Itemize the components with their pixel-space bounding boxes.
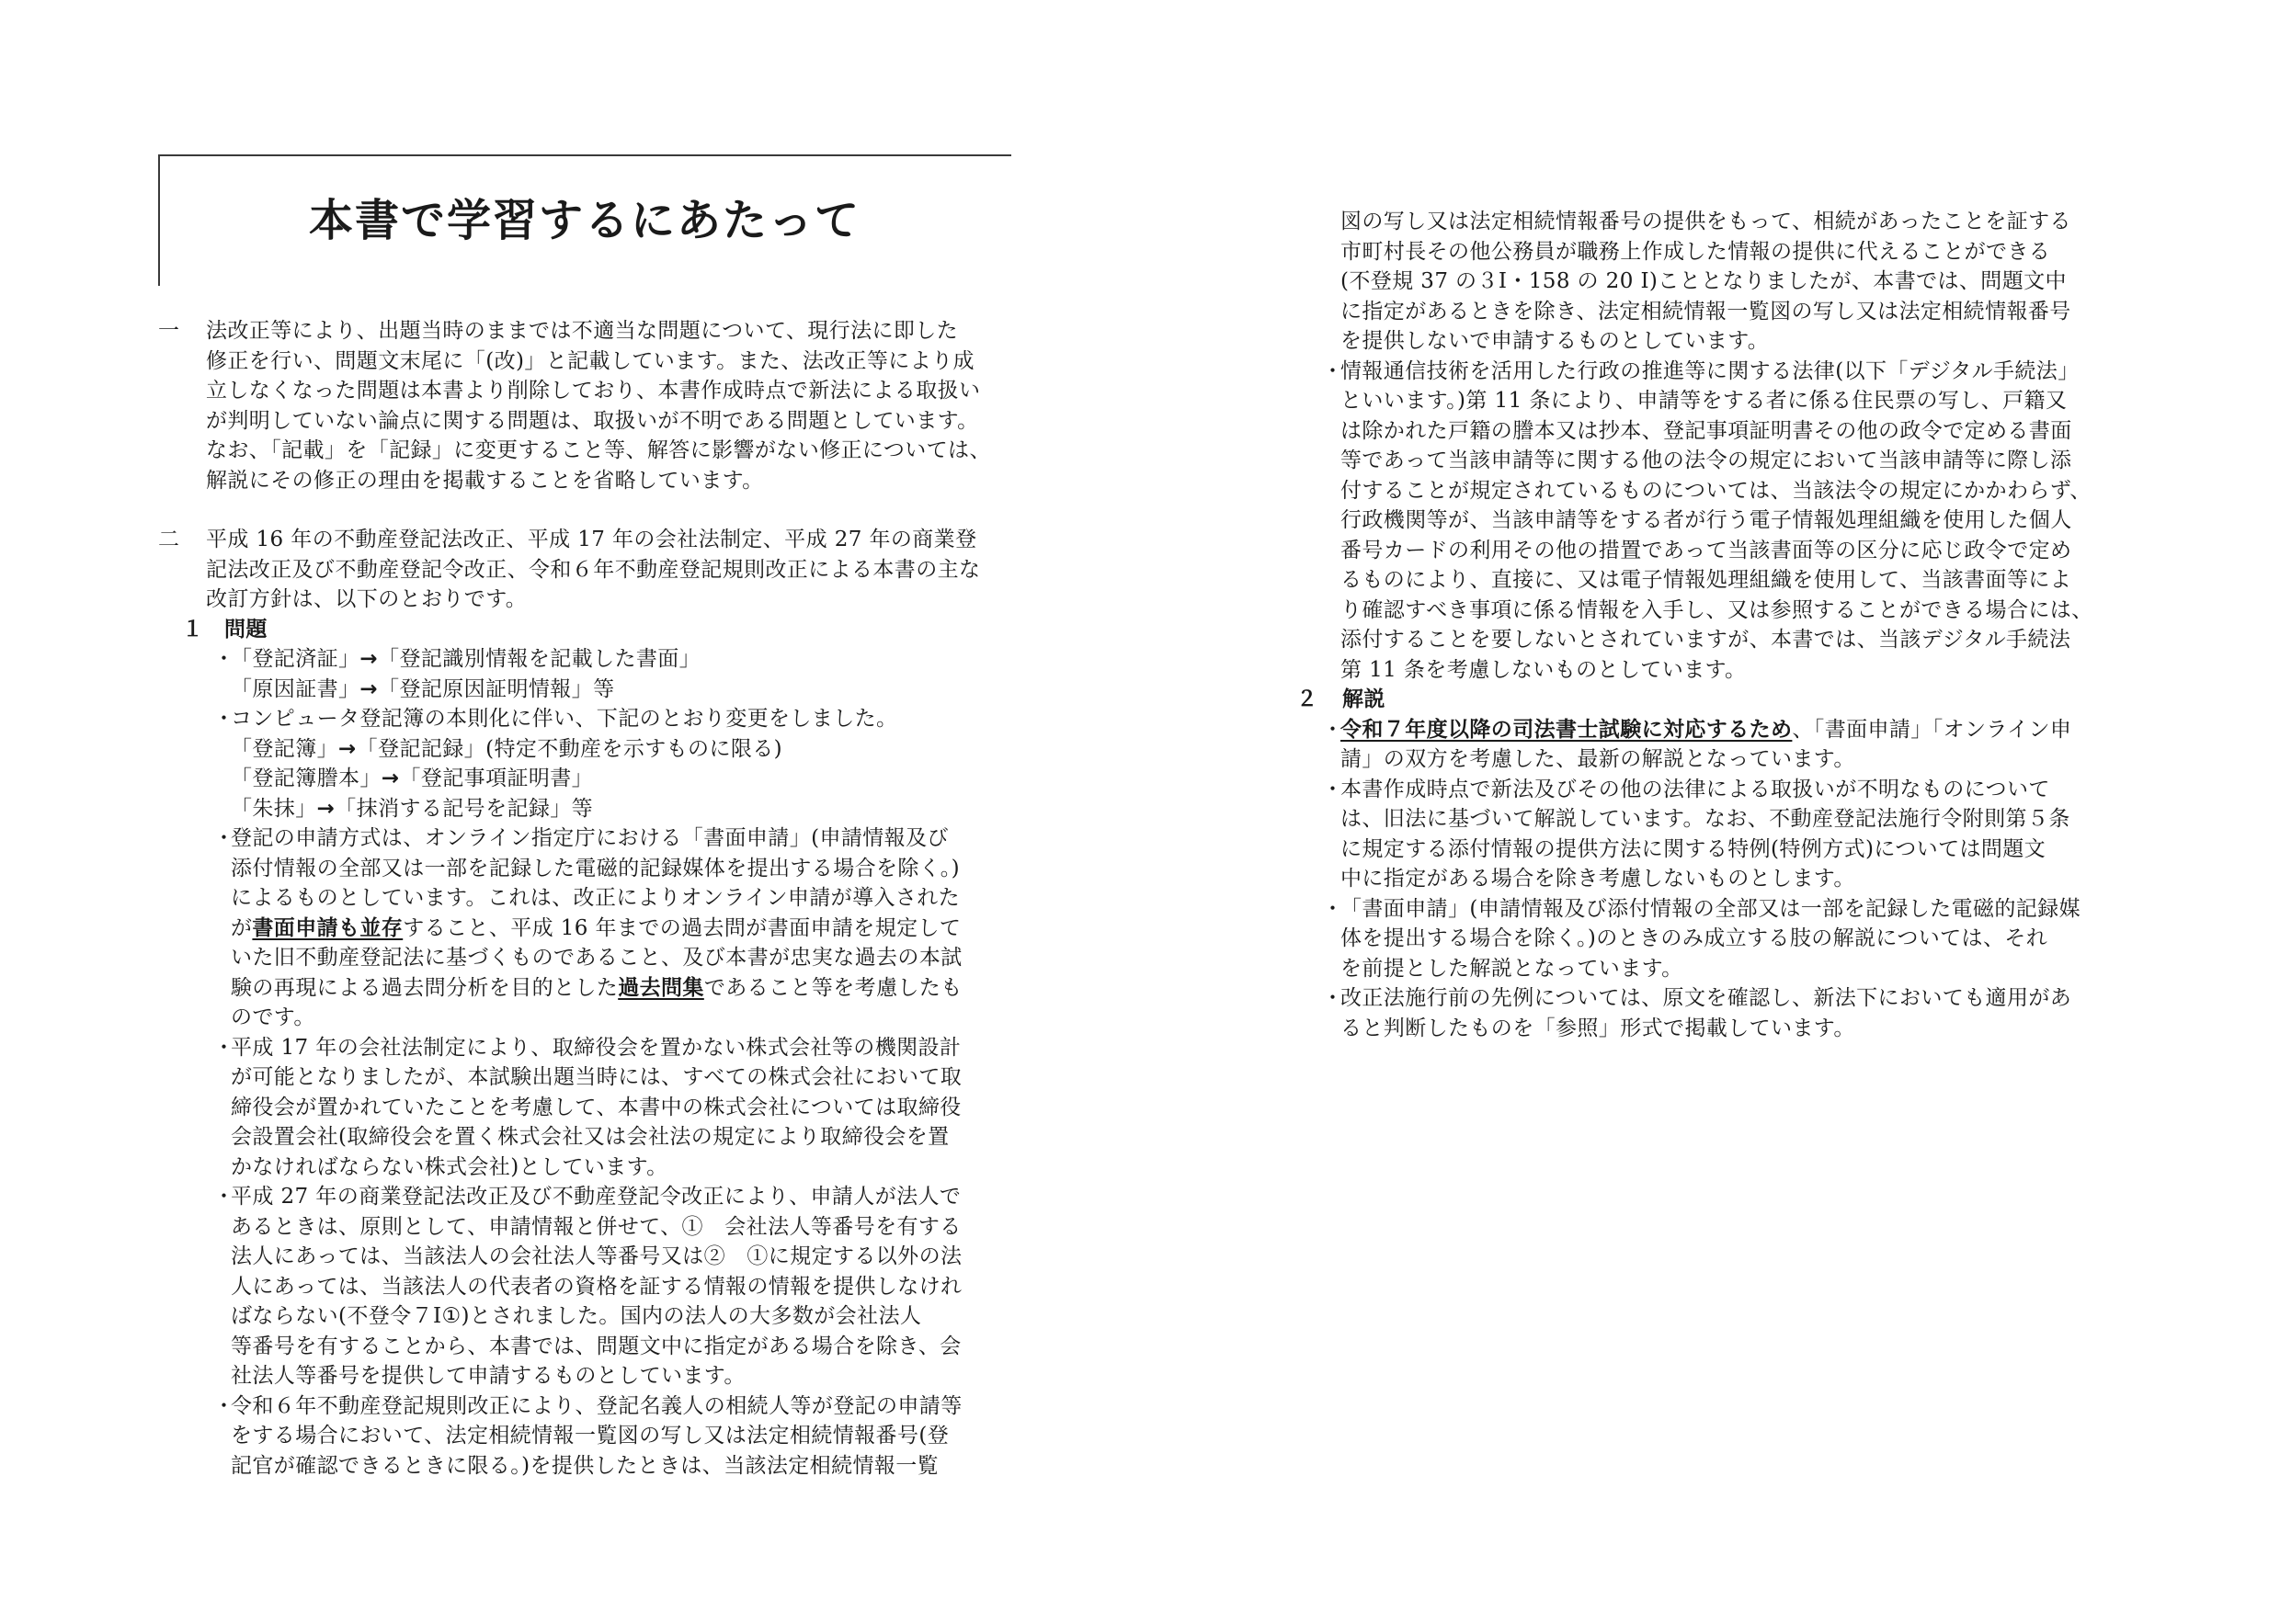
text-line: が可能となりましたが、本試験出題当時には、すべての株式会社において取 bbox=[231, 1065, 963, 1089]
emphasis-underline: 書面申請も並存 bbox=[252, 915, 404, 940]
text-line: 第 11 条を考慮しないものとしています。 bbox=[1340, 657, 1747, 682]
right-arrow-icon: → bbox=[359, 676, 379, 701]
text-line: 添付情報の全部又は一部を記録した電磁的記録媒体を提出する場合を除く。) bbox=[231, 856, 961, 880]
emphasis-underline: 過去問集 bbox=[618, 975, 704, 1000]
text-line: 請」の双方を考慮した、最新の解説となっています。 bbox=[1340, 747, 1855, 771]
text-line: に指定があるときを除き、法定相続情報一覧図の写し又は法定相続情報番号 bbox=[1340, 299, 2071, 324]
text-line: ると判断したものを「参照」形式で掲載しています。 bbox=[1340, 1016, 1855, 1040]
text-line: 行政機関等が、当該申請等をする者が行う電子情報処理組織を使用した個人 bbox=[1340, 508, 2072, 532]
section-marker: 二 bbox=[158, 528, 180, 551]
emphasis-underline: 令和７年度以降の司法書士試験に対応するため bbox=[1340, 717, 1793, 742]
text-line: 付することが規定されているものについては、当該法令の規定にかかわらず、 bbox=[1340, 478, 2092, 503]
bullet-marker: ・ bbox=[1322, 717, 1344, 742]
text-line: 中に指定がある場合を除き考慮しないものとします。 bbox=[1340, 867, 1855, 891]
text-line: 社法人等番号を提供して申請するものとしています。 bbox=[231, 1364, 746, 1388]
text-line: 図の写し又は法定相続情報番号の提供をもって、相続があったことを証する bbox=[1340, 210, 2071, 233]
left-column bbox=[158, 316, 1015, 1481]
text-line: 改訂方針は、以下のとおりです。 bbox=[206, 587, 528, 611]
text-line: (不登規 37 の３Ⅰ・158 の 20 Ⅰ)こととなりましたが、本書では、問題文中 bbox=[1340, 269, 2067, 293]
text-line: が判明していない論点に関する問題は、取扱いが不明である問題としています。 bbox=[206, 408, 979, 433]
text-line: 平成 27 年の商業登記法改正及び不動産登記令改正により、申請人が法人で bbox=[231, 1185, 962, 1209]
bullet-item bbox=[1296, 894, 2188, 984]
bullet-item bbox=[158, 1033, 1015, 1183]
text-line: 本書作成時点で新法及びその他の法律による取扱いが不明なものについて bbox=[1340, 777, 2050, 801]
text-line: は除かれた戸籍の謄本又は抄本、登記事項証明書その他の政令で定める書面 bbox=[1340, 418, 2072, 443]
text-line: を前提とした解説となっています。 bbox=[1340, 956, 1683, 981]
bullet-marker: ・ bbox=[1322, 777, 1344, 801]
bullet-marker: ・ bbox=[213, 707, 235, 731]
bullet-item bbox=[158, 644, 1015, 704]
text-line: コンピュータ登記簿の本則化に伴い、下記のとおり変更をしました。 bbox=[231, 707, 898, 731]
text-line: 番号カードの利用その他の措置であって当該書面等の区分に応じ政令で定め bbox=[1340, 538, 2072, 562]
section-1-paragraph bbox=[158, 316, 1015, 495]
subheading-explanation bbox=[1296, 685, 2188, 715]
text-line: あるときは、原則として、申請情報と併せて、① 会社法人等番号を有する bbox=[231, 1214, 962, 1239]
text-line: 平成 17 年の会社法制定により、取締役会を置かない株式会社等の機関設計 bbox=[231, 1035, 962, 1060]
text-line: のです。 bbox=[231, 1005, 315, 1029]
text-line: 改正法施行前の先例については、原文を確認し、新法下においても適用があ bbox=[1340, 986, 2072, 1010]
text-line: 修正を行い、問題文末尾に「(改)」と記載しています。また、法改正等により成 bbox=[206, 348, 975, 373]
text-line: 「登記簿」→「登記記録」(特定不動産を示すものに限る) bbox=[231, 736, 783, 761]
text-line: 令和７年度以降の司法書士試験に対応するため、「書面申請」「オンライン申 bbox=[1340, 717, 2072, 742]
text-line: 「原因証書」→「登記原因証明情報」等 bbox=[231, 676, 615, 701]
bullet-item bbox=[158, 704, 1015, 823]
bullet-item bbox=[1296, 775, 2188, 894]
text-line: 「登記済証」→「登記識別情報を記載した書面」 bbox=[231, 647, 701, 671]
text-line: 体を提出する場合を除く。)のときのみ成立する肢の解説については、それ bbox=[1340, 926, 2048, 950]
text-line: なお、「記載」を「記録」に変更すること等、解答に影響がない修正については、 bbox=[206, 438, 991, 462]
bullet-marker: ・ bbox=[1322, 986, 1344, 1010]
bullet-marker: ・ bbox=[213, 826, 235, 850]
text-line: 会設置会社(取締役会を置く株式会社又は会社法の規定により取締役会を置 bbox=[231, 1125, 950, 1149]
bullet-marker: ・ bbox=[1322, 358, 1344, 383]
text-line: 「書面申請」(申請情報及び添付情報の全部又は一部を記録した電磁的記録媒 bbox=[1340, 896, 2080, 921]
text-line: 令和６年不動産登記規則改正により、登記名義人の相続人等が登記の申請等 bbox=[231, 1393, 963, 1418]
text-line: 登記の申請方式は、オンライン指定庁における「書面申請」(申請情報及び bbox=[231, 826, 949, 850]
bullet-item bbox=[1296, 357, 2188, 686]
text-line: かなければならない株式会社)としています。 bbox=[231, 1154, 668, 1179]
title-frame-top-rule bbox=[158, 154, 1011, 156]
text-line: 法人にあっては、当該法人の会社法人等番号又は② ①に規定する以外の法 bbox=[231, 1244, 963, 1268]
text-line: をする場合において、法定相続情報一覧図の写し又は法定相続情報番号(登 bbox=[231, 1424, 950, 1448]
right-arrow-icon: → bbox=[316, 796, 336, 821]
bullet-item bbox=[1296, 715, 2188, 775]
section-marker: 一 bbox=[158, 319, 180, 343]
text-line: 「登記簿謄本」→「登記事項証明書」 bbox=[231, 767, 594, 790]
text-line: 験の再現による過去問分析を目的とした過去問集であること等を考慮したも bbox=[231, 975, 963, 1000]
text-line: に規定する添付情報の提供方法に関する特例(特例方式)については問題文 bbox=[1340, 836, 2046, 861]
right-arrow-icon: → bbox=[381, 767, 400, 790]
text-line: 記官が確認できるときに限る。)を提供したときは、当該法定相続情報一覧 bbox=[231, 1453, 940, 1478]
text-line: 記法改正及び不動産登記令改正、令和６年不動産登記規則改正による本書の主な bbox=[206, 557, 981, 582]
text-line: によるものとしています。これは、改正によりオンライン申請が導入された bbox=[231, 886, 961, 910]
right-column bbox=[1296, 207, 2188, 1043]
bullet-marker: ・ bbox=[213, 647, 235, 671]
subheading-number: １ bbox=[182, 617, 204, 642]
bullet-marker: ・ bbox=[213, 1393, 235, 1418]
text-line: といいます。)第 11 条により、申請等をする者に係る住民票の写し、戸籍又 bbox=[1340, 389, 2068, 413]
bullet-marker: ・ bbox=[213, 1185, 235, 1209]
text-line: 人にあっては、当該法人の代表者の資格を証する情報の情報を提供しなけれ bbox=[231, 1274, 963, 1299]
text-line: 締役会が置かれていたことを考慮して、本書中の株式会社については取締役 bbox=[231, 1095, 962, 1119]
text-line: 「朱抹」→「抹消する記号を記録」等 bbox=[231, 796, 594, 821]
bullet-marker: ・ bbox=[213, 1035, 235, 1060]
bullet-item bbox=[158, 1391, 1015, 1482]
text-line: を提供しないで申請するものとしています。 bbox=[1340, 329, 1770, 353]
text-line: ばならない(不登令７Ⅰ①)とされました。国内の法人の大多数が会社法人 bbox=[231, 1304, 922, 1328]
section-2-paragraph bbox=[158, 525, 1015, 615]
subheading-problems bbox=[158, 615, 1015, 645]
bullet-item bbox=[1296, 983, 2188, 1043]
right-arrow-icon: → bbox=[359, 647, 379, 671]
text-line: 等であって当該申請等に関する他の法令の規定において当該申請等に際し添 bbox=[1340, 449, 2072, 472]
text-line: が書面申請も並存すること、平成 16 年までの過去問が書面申請を規定して bbox=[231, 915, 962, 940]
right-arrow-icon: → bbox=[338, 736, 357, 761]
bullet-item bbox=[158, 1182, 1015, 1391]
text-line: 情報通信技術を活用した行政の推進等に関する法律(以下「デジタル手続法」 bbox=[1340, 358, 2080, 383]
subheading-label: 問題 bbox=[224, 617, 268, 642]
text-line: り確認すべき事項に係る情報を入手し、又は参照することができる場合には、 bbox=[1340, 597, 2093, 622]
text-line: 法改正等により、出題当時のままでは不適当な問題について、現行法に即した bbox=[206, 319, 959, 343]
text-line: 等番号を有することから、本書では、問題文中に指定がある場合を除き、会 bbox=[231, 1334, 962, 1358]
bullet-marker: ・ bbox=[1322, 896, 1344, 921]
text-line: 立しなくなった問題は本書より削除しており、本書作成時点で新法による取扱い bbox=[206, 379, 981, 403]
text-line: 平成 16 年の不動産登記法改正、平成 17 年の会社法制定、平成 27 年の商業登 bbox=[206, 528, 977, 551]
continued-bullet-text bbox=[1296, 207, 2188, 357]
text-line: るものにより、直接に、又は電子情報処理組織を使用して、当該書面等によ bbox=[1340, 568, 2072, 592]
text-line: 解説にその修正の理由を掲載することを省略しています。 bbox=[206, 468, 764, 493]
text-line: 添付することを要しないとされていますが、本書では、当該デジタル手続法 bbox=[1340, 628, 2071, 652]
subheading-label: 解説 bbox=[1342, 687, 1385, 711]
bullet-item bbox=[158, 823, 1015, 1033]
subheading-number: ２ bbox=[1296, 687, 1318, 711]
page-title: 本書で学習するにあたって bbox=[308, 195, 861, 246]
text-line: 市町村長その他公務員が職務上作成した情報の提供に代えることができる bbox=[1340, 239, 2051, 264]
text-line: は、旧法に基づいて解説しています。なお、不動産登記法施行令附則第５条 bbox=[1340, 807, 2070, 831]
text-line: いた旧不動産登記法に基づくものであること、及び本書が忠実な過去の本試 bbox=[231, 946, 963, 970]
